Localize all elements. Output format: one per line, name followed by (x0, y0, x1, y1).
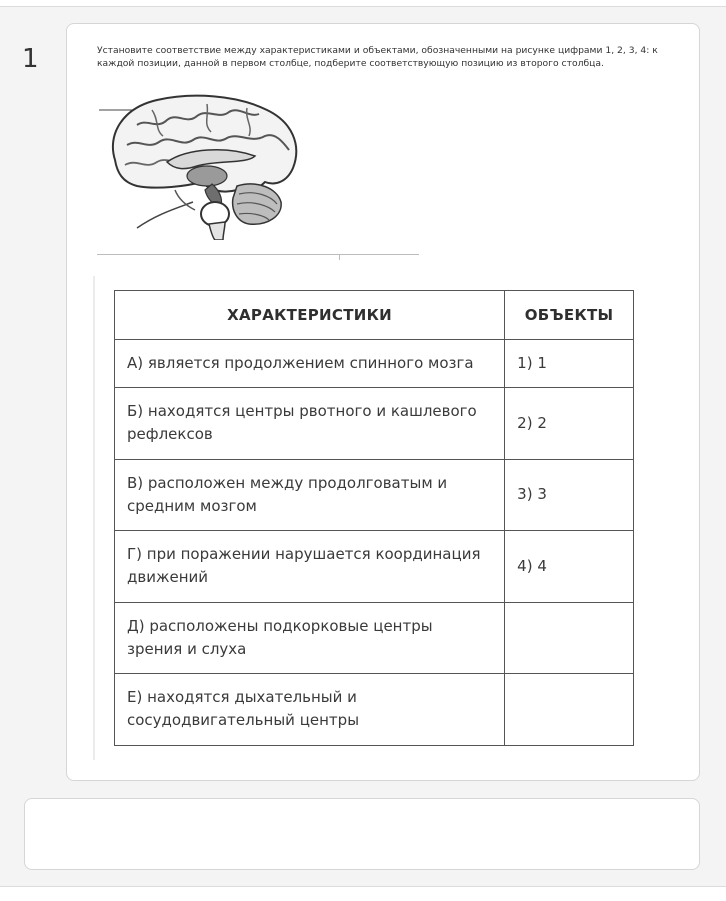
figure-divider (97, 254, 419, 255)
table-row (115, 531, 634, 603)
medulla (209, 222, 225, 240)
characteristic-cell: А) является продолжением спинного мозга (115, 340, 505, 388)
question-instruction: Установите соответствие между характеристиками и объектами, обозначенными на рисунке цифрами 1, 2, 3, 4: к каждой позиции, данной в первом столбце, подберите соответствующую позицию из второго столбца. (97, 45, 658, 69)
figure-divider-tick (339, 254, 340, 260)
object-cell: 2) 2 (505, 388, 634, 460)
question-card (66, 23, 700, 781)
object-cell: 1) 1 (505, 340, 634, 388)
table-row (115, 674, 634, 746)
table-header-row (115, 291, 634, 340)
object-cell: 3) 3 (505, 459, 634, 531)
object-cell (505, 674, 634, 746)
table-row (115, 459, 634, 531)
question-number: 1 (22, 44, 39, 74)
characteristic-cell: Б) находятся центры рвотного и кашлевого рефлексов (115, 388, 505, 460)
brain-figure (97, 90, 307, 240)
object-cell: 4) 4 (505, 531, 634, 603)
header-characteristics: ХАРАКТЕРИСТИКИ (115, 291, 505, 340)
object-cell (505, 602, 634, 674)
characteristic-cell: Е) находятся дыхательный и сосудодвигательный центры (115, 674, 505, 746)
characteristic-cell: Д) расположены подкорковые центры зрения и слуха (115, 602, 505, 674)
top-divider (0, 0, 726, 7)
characteristic-cell: Г) при поражении нарушается координация движений (115, 531, 505, 603)
table-row (115, 388, 634, 460)
characteristic-cell: В) расположен между продолговатым и средним мозгом (115, 459, 505, 531)
diencephalon (187, 166, 227, 186)
table-row (115, 602, 634, 674)
matching-table (114, 290, 634, 746)
bottom-divider (0, 886, 726, 901)
table-side-bar (93, 276, 95, 760)
header-objects: ОБЪЕКТЫ (505, 291, 634, 340)
answer-input[interactable] (24, 798, 700, 870)
table-row (115, 340, 634, 388)
